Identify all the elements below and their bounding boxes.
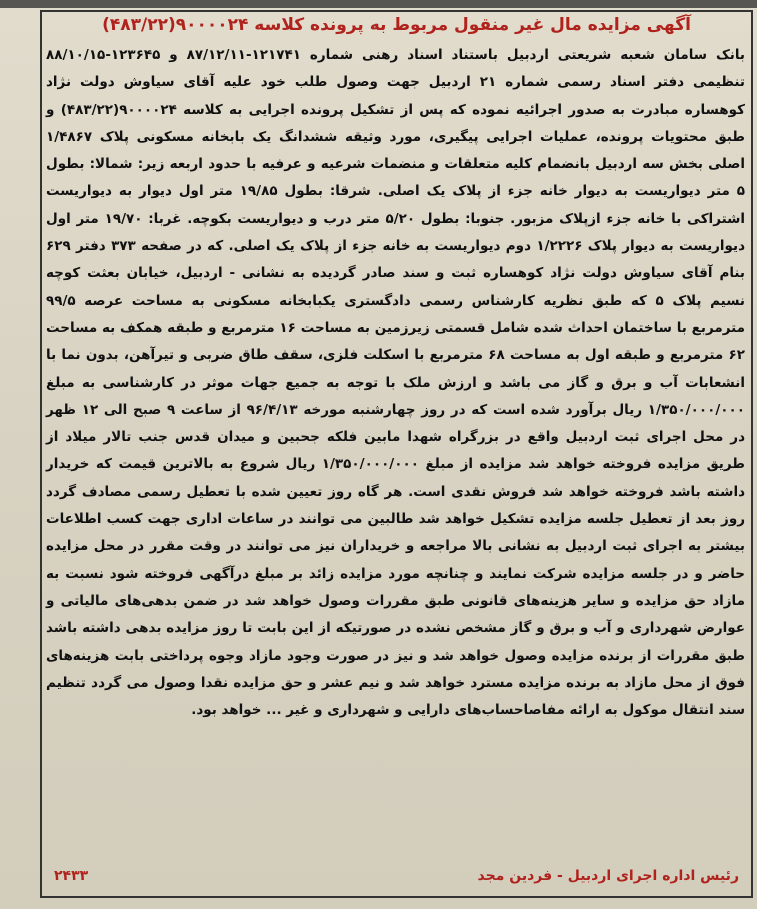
notice-title: آگهی مزایده مال غیر منقول مربوط به پرونده کلاسه ۹۰۰۰۰۲۴(۴۸۳/۲۲) — [102, 15, 691, 35]
top-edge-strip — [0, 0, 757, 8]
notice-footer — [40, 862, 753, 898]
signature-line: رئیس اداره اجرای اردبیل - فردین مجد — [477, 868, 739, 884]
notice-body: بانک سامان شعبه شریعتی اردبیل باستناد اسناد رهنی شماره ۱۲۱۷۴۱-۸۷/۱۲/۱۱ و ۱۲۳۶۴۵-۸۸/۱۰/۱۵ تنظیمی دفتر اسناد رسمی شماره ۲۱ اردبیل جهت وصول طلب خود علیه آقای سیاوش دولت نژاد کوهساره مبادرت به صدور اجرائیه نموده که پس از تشکیل پرونده اجرایی به کلاسه ۹۰۰۰۰۲۴(۴۸۳/۲۲) و طبق محتویات پرونده، عملیات اجرایی پیگیری، مورد وثیقه ششدانگ یک بابخانه مسکونی پلاک ۱/۴۸۶۷ اصلی بخش سه اردبیل بانضمام کلیه متعلقات و منضمات شرعیه و عرفیه با حدود اربعه زیر: شمالا: بطول ۵ متر دیواریست به دیوار خانه جزء از پلاک یک اصلی. شرقا: بطول ۱۹/۸۵ متر اول دیوار به دیواریست اشتراکی با خانه جزء ازپلاک مزبور. جنوبا: بطول ۵/۲۰ متر درب و دیواریست بکوچه. غربا: ۱۹/۷۰ متر اول دیواریست به دیوار پلاک ۱/۲۲۲۶ دوم دیواریست به خانه جزء از پلاک یک اصلی. که در صفحه ۳۷۳ دفتر ۶۲۹ بنام آقای سیاوش دولت نژاد کوهساره ثبت و سند صادر گردیده به نشانی - اردبیل، خیابان بعثت کوچه نسیم پلاک ۵ که طبق نظریه کارشناس رسمی دادگستری یکبابخانه مسکونی به مساحت عرصه ۹۹/۵ مترمربع با ساختمان احداث شده شامل قسمتی زیرزمین به مساحت ۱۶ مترمربع و طبقه همکف به مساحت ۶۲ مترمربع و طبقه اول به مساحت ۶۸ مترمربع با اسکلت فلزی، سقف طاق ضربی و تیرآهن، بدون نما با انشعابات آب و برق و گاز می باشد و ارزش ملک با توجه به جمیع جهات موثر در کارشناسی به مبلغ ۱/۳۵۰/۰۰۰/۰۰۰ ریال برآورد شده است که در روز چهارشنبه مورخه ۹۶/۴/۱۳ از ساعت ۹ صبح الی ۱۲ ظهر در محل اجرای ثبت اردبیل واقع در بزرگراه شهدا مابین فلکه جحبین و میدان قدس جنب تالار میلاد از طریق مزایده فروخته خواهد شد مزایده از مبلغ ۱/۳۵۰/۰۰۰/۰۰۰ ریال شروع به بالاترین قیمت که خریدار داشته باشد فروخته خواهد شد فروش نقدی است. هر گاه روز تعیین شده با تعطیل رسمی مصادف گردد روز بعد از تعطیل جلسه مزایده تشکیل خواهد شد طالبین می توانند در ساعات اداری جهت کسب اطلاعات بیشتر به اجرای ثبت اردبیل به نشانی بالا مراجعه و خریداران نیز می توانند در وقت مقرر در محل مزایده حاضر و در جلسه مزایده شرکت نمایند و چنانچه مورد مزایده زائد بر مبلغ درآگهی فروخته شود نسبت به مازاد حق مزایده و سایر هزینه‌های قانونی طبق مقررات وصول خواهد شد در ضمن بدهی‌های مالیاتی و عوارض شهرداری و آب و برق و گاز مشخص نشده در صورتیکه از این بابت تا روز مزایده بدهی داشته باشد طبق مقررات از برنده مزایده وصول خواهد شد و نیز در صورت وجود مازاد وجوه پرداختی بابت هزینه‌های فوق از محل مازاد به برنده مزایده مسترد خواهد شد و نیم عشر و حق مزایده نقدا وصول می گردد تنظیم سند انتقال موکول به ارائه مفاصاحساب‌های دارایی و شهرداری و غیر ... خواهد بود. — [46, 47, 746, 719]
notice-code: ۲۴۳۳ — [54, 868, 89, 884]
